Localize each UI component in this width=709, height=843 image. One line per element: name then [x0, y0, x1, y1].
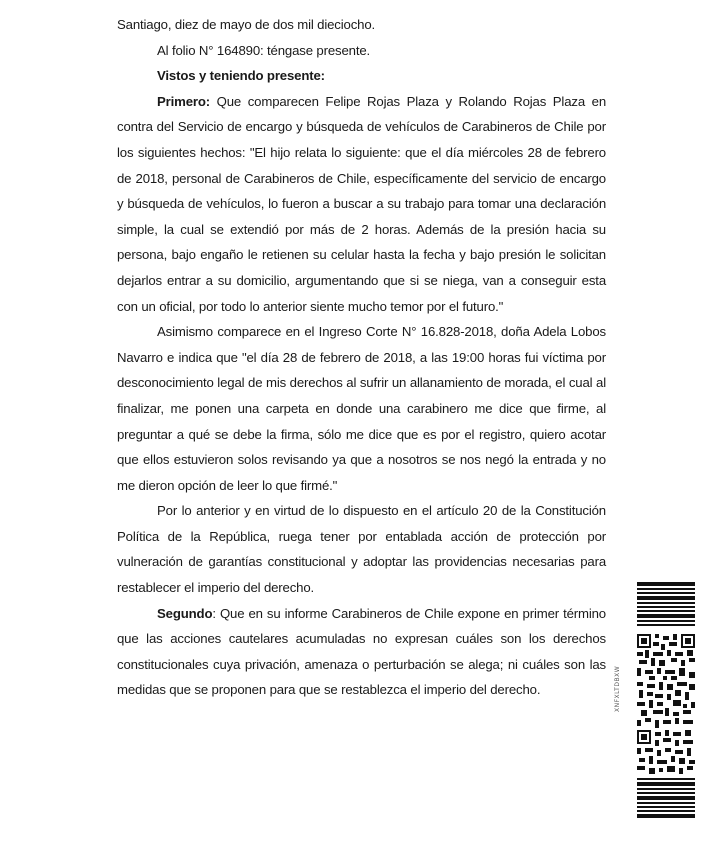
segundo-label: Segundo [157, 605, 213, 621]
paragraph-segundo [117, 601, 606, 703]
qr-code-icon [637, 682, 695, 728]
verification-barcode [637, 582, 695, 822]
primero-text: Que comparecen Felipe Rojas Plaza y Rolando Rojas Plaza en contra del Servicio de encargo y búsqueda de vehículos de Carabineros de Chile por los siguientes hechos: "El hijo relata lo siguiente: que el día miércoles 28 de febrero de 2018, personal de Carabineros de Chile, específicamente del servicio de encargo y búsqueda de vehículos, lo fueron a buscar a su trabajo para tomar una declaración simple, la cual se extendió por más de 2 horas. Además de la presión hacia su persona, bajo engaño le retienen su celular hasta la fecha y bajo presión le solicitan dejarlos entrar a su domicilio, argumentando que si se niega, van a conseguir esta con un oficial, por todo lo anterior siente mucho temor por el futuro." [117, 93, 606, 314]
barcode-stripes-bottom [637, 778, 695, 822]
qr-code-icon [637, 730, 695, 776]
date-line: Santiago, diez de mayo de dos mil dieciocho. [117, 17, 376, 32]
barcode-stripes-top [637, 582, 695, 630]
paragraph-por-lo-anterior: Por lo anterior y en virtud de lo dispuesto en el artículo 20 de la Constitución Política de la República, ruega tener por entablada acción de protección por vulneración de garantías constitucional y adoptar las providencias necesarias para restablecer el imperio del derecho. [117, 503, 606, 596]
vistos-heading: Vistos y teniendo presente: [157, 68, 325, 84]
resolution-text [117, 12, 606, 703]
segundo-text: : Que en su informe Carabineros de Chile expone en primer término que las acciones cautelares acumuladas no expresan cuáles son los derechos constitucionales cuya privación, amenaza o perturbación se alega; ni cuáles son las medidas que se proponen para que se restablezca el imperio del derecho. [117, 605, 606, 698]
verification-code-label: XNFXLTDBXW [614, 665, 621, 712]
paragraph-primero [117, 89, 606, 319]
qr-code-icon [637, 634, 695, 680]
folio-line: Al folio N° 164890: téngase presente. [157, 42, 371, 58]
primero-label: Primero: [157, 93, 211, 109]
paragraph-asimismo: Asimismo comparece en el Ingreso Corte N° 16.828-2018, doña Adela Lobos Navarro e indica que "el día 28 de febrero de 2018, a las 19:00 horas fui víctima por desconocimiento legal de mis derechos al sufrir un allanamiento de morada, el cual al finalizar, me ponen una carpeta en donde una carabinero me dice que firme, al preguntar a qué se debe la firma, sólo me dice que es por el registro, quiero acotar que ellos estuvieron solos revisando ya que a nosotros se nos negó la entrada y no me dieron opción de leer lo que firmé." [117, 324, 606, 493]
